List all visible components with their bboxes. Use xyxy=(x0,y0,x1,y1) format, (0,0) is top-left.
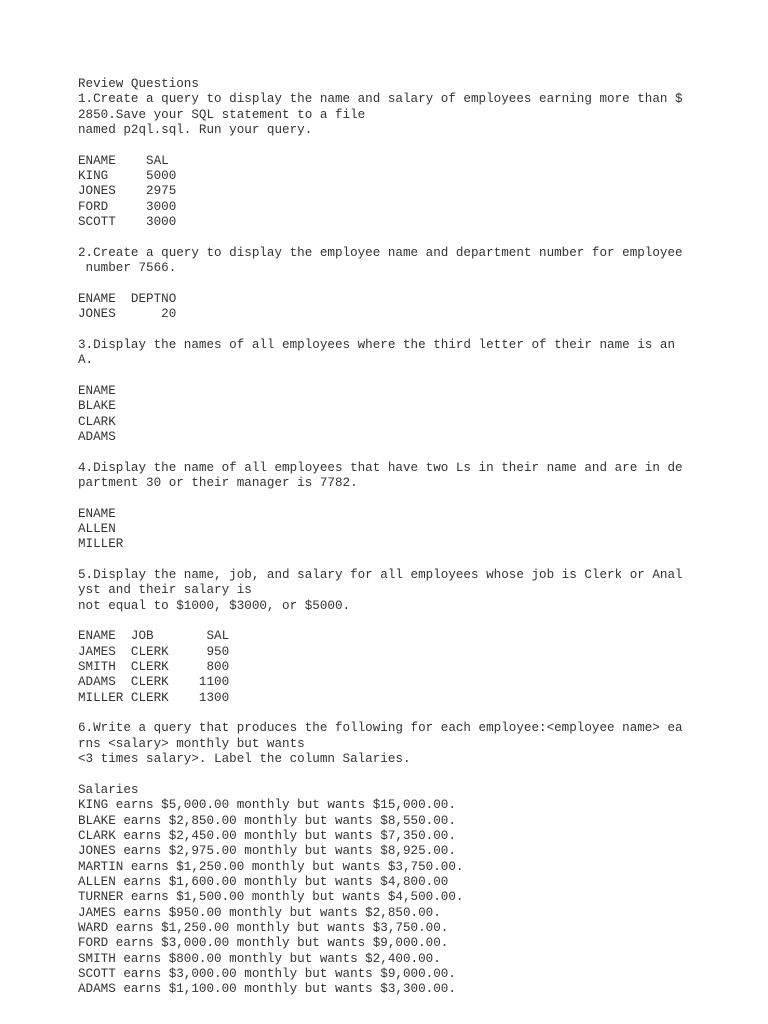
document-line: BLAKE xyxy=(78,399,116,414)
document-line: Review Questions xyxy=(78,77,199,91)
document-line xyxy=(78,767,718,782)
document-line: TURNER earns $1,500.00 monthly but wants $4,500.00. xyxy=(78,890,464,905)
document-line: ADAMS CLERK 1100 xyxy=(78,675,230,690)
document-line: 3.Display the names of all employees where the third letter of their name is an xyxy=(78,337,676,352)
document-line: 4.Display the name of all employees that have two Ls in their name and are in de xyxy=(78,460,683,475)
document-line: FORD earns $3,000.00 monthly but wants $9,000.00. xyxy=(78,936,449,951)
document-line xyxy=(78,323,718,338)
document-line: CLARK earns $2,450.00 monthly but wants $7,350.00. xyxy=(78,828,456,843)
document-line xyxy=(78,553,718,568)
document-line: 5.Display the name, job, and salary for all employees whose job is Clerk or Anal xyxy=(78,568,683,582)
document-line: SMITH CLERK 800 xyxy=(78,660,230,675)
document-line: SCOTT earns $3,000.00 monthly but wants $9,000.00. xyxy=(78,966,456,981)
document-line: not equal to $1000, $3000, or $5000. xyxy=(78,598,351,613)
document-line xyxy=(78,614,718,629)
document-line: ENAME DEPTNO xyxy=(78,291,177,306)
document-line: ENAME SAL xyxy=(78,153,169,168)
document-line: KING earns $5,000.00 monthly but wants $15,000.00. xyxy=(78,798,456,813)
document-line: ALLEN xyxy=(78,521,116,536)
document-line: 1.Create a query to display the name and salary of employees earning more than $ xyxy=(78,92,683,107)
document-line: ALLEN earns $1,600.00 monthly but wants $4,800.00 xyxy=(78,874,449,889)
document-line: JAMES earns $950.00 monthly but wants $2,850.00. xyxy=(78,905,441,920)
document-line: MARTIN earns $1,250.00 monthly but wants $3,750.00. xyxy=(78,859,464,874)
document-line: JAMES CLERK 950 xyxy=(78,644,230,659)
document-line: MILLER xyxy=(78,537,124,552)
document-line: 2.Create a query to display the employee name and department number for employee xyxy=(78,245,683,260)
document-line xyxy=(78,369,718,384)
document-line xyxy=(78,445,718,460)
document-line: named p2ql.sql. Run your query. xyxy=(78,123,313,138)
document-line: A. xyxy=(78,353,94,368)
document-line: number 7566. xyxy=(78,261,177,276)
document-line: JONES earns $2,975.00 monthly but wants $8,925.00. xyxy=(78,844,456,859)
document-line: <3 times salary>. Label the column Salaries. xyxy=(78,752,411,767)
document-line: rns <salary> monthly but wants xyxy=(78,736,305,751)
document-line: SMITH earns $800.00 monthly but wants $2,400.00. xyxy=(78,951,441,966)
document-line: yst and their salary is xyxy=(78,583,252,598)
document-line: 2850.Save your SQL statement to a file xyxy=(78,107,366,122)
document-line: CLARK xyxy=(78,414,116,429)
document-line: ADAMS xyxy=(78,429,116,444)
document-line: Salaries xyxy=(78,782,139,797)
document-line: FORD 3000 xyxy=(78,199,177,214)
document-line: MILLER CLERK 1300 xyxy=(78,690,230,705)
document-line: ENAME xyxy=(78,383,116,398)
document-body xyxy=(78,77,718,998)
document-line: WARD earns $1,250.00 monthly but wants $3,750.00. xyxy=(78,920,449,935)
document-line: JONES 2975 xyxy=(78,184,177,199)
document-line: ENAME JOB SAL xyxy=(78,629,230,644)
document-line xyxy=(78,230,718,245)
document-line xyxy=(78,706,718,721)
document-line: BLAKE earns $2,850.00 monthly but wants $8,550.00. xyxy=(78,813,456,828)
document-line: ADAMS earns $1,100.00 monthly but wants $3,300.00. xyxy=(78,982,456,997)
document-line: JONES 20 xyxy=(78,307,177,322)
document-line xyxy=(78,138,718,153)
document-line xyxy=(78,491,718,506)
document-line: ENAME xyxy=(78,506,116,521)
document-line: partment 30 or their manager is 7782. xyxy=(78,475,358,490)
document-line: KING 5000 xyxy=(78,169,177,184)
document-line xyxy=(78,276,718,291)
document-line: 6.Write a query that produces the following for each employee:<employee name> ea xyxy=(78,721,683,736)
document-line: SCOTT 3000 xyxy=(78,215,177,230)
